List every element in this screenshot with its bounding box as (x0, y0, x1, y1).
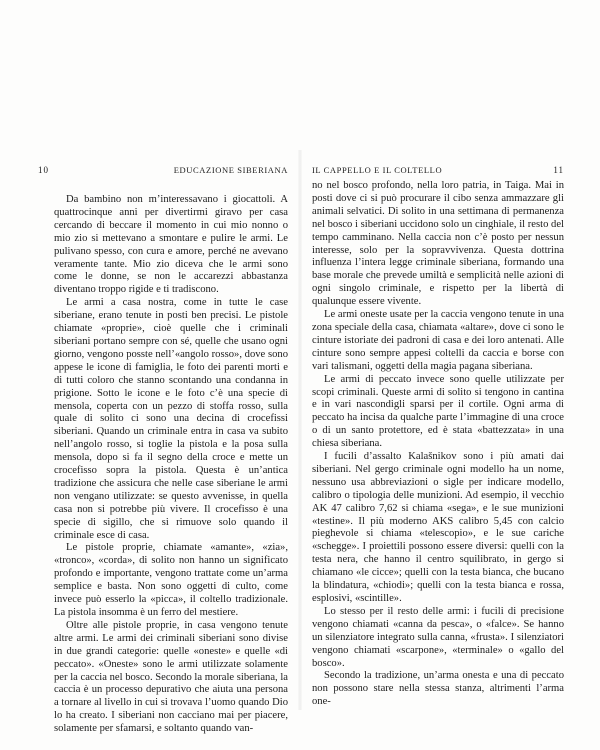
running-title-left: EDUCAZIONE SIBERIANA (173, 165, 288, 175)
paragraph: I fucili d’assalto Kalašnikov sono i più amati dai siberiani. Nel gergo criminale ogni modello ha un nome, nessuno usa abbreviazioni o sigle per indicare modello, calibro o tipologia delle munizioni. Ad esempio, il vecchio AK 47 calibro 7,62 si chiama «sega», e le sue munizioni «testine». Il più moderno AKS calibro 5,45 con calcio pieghevole si chiama «telescopio», e le sue cariche «schegge». I proiettili possono essere diversi: quelli con la testa nera, che hanno il centro squilibrato, in gergo si chiamano «le cicce»; quelli con la testa bianca, che bucano la blindatura, «chiodi»; quelli con la testa bianca e rossa, esplosivi, «scintille». (312, 451, 564, 604)
paragraph: Lo stesso per il resto delle armi: i fucili di precisione vengono chiamati «canna da pesca», o «falce». Se hanno un silenziatore integrato sulla canna, «frusta». I silenziatori vengono chiamati «scarpone», «terminale» o «gallo del bosco». (312, 605, 564, 669)
paragraph: Le armi di peccato invece sono quelle utilizzate per scopi criminali. Queste armi di solito si tengono in cantina e in vari nascondigli sparsi per il cortile. Ogni arma di peccato ha incisa da qualche parte l’immagine di una croce o di un santo protettore, ed è stata «battezzata» in una chiesa siberiana. (312, 373, 564, 450)
paragraph: Le armi oneste usate per la caccia vengono tenute in una zona speciale della casa, chiamata «altare», dove ci sono le cinture istoriate dei padroni di casa e dei loro antenati. Alle cinture sono sempre appesi coltelli da caccia e borse con vari talismani, oggetti della magia pagana siberiana. (312, 309, 564, 372)
paragraph-continuation: no nel bosco profondo, nella loro patria, in Taiga. Mai in posti dove ci si può procurare il cibo senza ammazzare gli animali selvatici. Di solito in una settimana di permanenza nel bosco i siberiani uccidono solo un cinghiale, il resto del tempo camminano. Nella caccia non c’è posto per nessun interesse, solo per la sopravvivenza. Questa dottrina influenza l’intera legge criminale siberiana, formando una base morale che prevede umiltà e semplicità nelle azioni di ogni singolo criminale, e rispetto per la libertà di qualunque essere vivente. (312, 180, 564, 308)
page-number-left: 10 (38, 165, 49, 175)
paragraph: Oltre alle pistole proprie, in casa vengono tenute altre armi. Le armi dei criminali siberiani sono divise in due grandi categorie: quelle «oneste» e quelle «di peccato». «Oneste» sono le armi utilizzate solamente per la caccia nel bosco. Secondo la morale siberiana, la caccia è un processo depurativo che aiuta una persona a tornare al livello in cui si trovava l’uomo quando Dio lo ha creato. I siberiani non cacciano mai per piacere, solamente per sfamarsi, e soltanto quando van- (54, 619, 288, 735)
paragraph: Secondo la tradizione, un’arma onesta e una di peccato non possono stare nella stessa stanza, altrimenti l’arma one- (312, 670, 564, 708)
paragraph: Da bambino non m’interessavano i giocattoli. A quattrocinque anni per divertirmi giravo per casa cercando di beccare il momento in cui mio nonno o mio zio si mettevano a smontare e pulire le armi. Le pulivano spesso, con cura e amore, perché ne avevano veramente tante. Mio zio diceva che le armi sono come le donne, se non le accarezzi abbastanza diventano troppo rigide e ti tradiscono. (54, 194, 288, 296)
left-running-head (38, 165, 288, 175)
running-title-right: IL CAPPELLO E IL COLTELLO (312, 165, 443, 175)
page-number-right: 11 (553, 165, 564, 175)
paragraph: Le armi a casa nostra, come in tutte le case siberiane, erano tenute in posti ben precisi. Le pistole chiamate «proprie», cioè quelle che i criminali siberiani portano sempre con sé, quelle che usano ogni giorno, vengono posste nell’«angolo rosso», dove sono appese le icone di famiglia, le foto dei parenti morti e di tutti coloro che stanno scontando una condanna in prigione. Sotto le icone e le foto c’è una specie di mensola, coperta con un pezzo di stoffa rosso, sulla quale di solito ci sono una decina di crocefissi siberiani. Quando un criminale entra in casa va subito nell’angolo rosso, si toglie la pistola e la posa sulla mensola, dopo si fa il segno della croce e mette un crocefisso sopra la pistola. Questa è un’antica tradizione che assicura che nelle case siberiane le armi non vengano utilizzate: se questo avvenisse, in quella casa non si potrebbe più vivere. Il crocefisso è una specie di sigillo, che si rimuove solo quando il criminale esce di casa. (54, 297, 288, 541)
paragraph: Le pistole proprie, chiamate «amante», «zia», «tronco», «corda», di solito non hanno un significato profondo e importante, vengono trattate come un’arma semplice e basta. Non sono oggetti di culto, come invece può esserlo la «picca», il coltello tradizionale. La pistola insomma è un ferro del mestiere. (54, 542, 288, 618)
right-body-text (312, 180, 564, 709)
left-body-text (54, 180, 288, 736)
right-running-head (312, 165, 564, 175)
right-page (300, 0, 600, 750)
